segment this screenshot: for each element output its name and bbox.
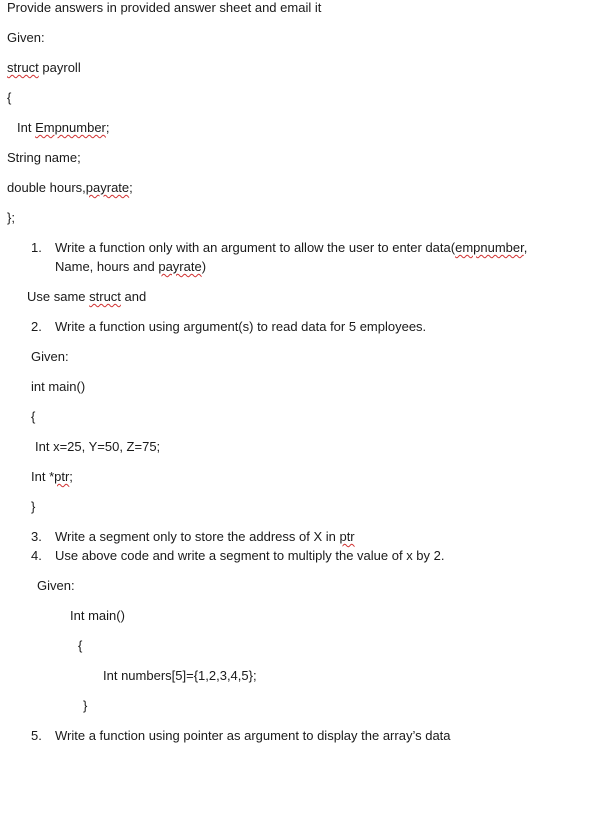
q1-line1-word: empnumber (455, 240, 524, 255)
field1-pre: Int (17, 120, 36, 135)
main2-header: Int main() (70, 608, 125, 623)
given-label-1: Given: (7, 30, 45, 45)
field1-post: ; (105, 120, 110, 135)
struct-header-keyword: struct (7, 60, 39, 75)
main1-open-brace: { (31, 409, 36, 424)
main1-pointer-decl (31, 469, 73, 485)
field3-pre: double hours, (7, 180, 86, 195)
use-same-struct (27, 289, 146, 305)
struct-header-post: payroll (38, 60, 81, 75)
struct-field-name: String name; (7, 150, 81, 165)
ptr-pre: Int * (31, 469, 55, 484)
struct-open-brace: { (7, 90, 12, 105)
q4-number: 4. (31, 548, 42, 563)
main1-close-brace: } (31, 499, 36, 514)
q4-text: Use above code and write a segment to multiply the value of x by 2. (55, 548, 445, 563)
main2-open-brace: { (78, 638, 83, 653)
use-same-word: struct (89, 289, 121, 304)
struct-header (7, 60, 81, 76)
ptr-post: ; (69, 469, 73, 484)
q1-line1-post: , (523, 240, 528, 255)
given-label-2: Given: (31, 349, 69, 364)
ptr-word: ptr (54, 469, 70, 484)
q1-line1-pre: Write a function only with an argument to allow the user to enter data( (55, 240, 456, 255)
use-same-post: and (120, 289, 147, 304)
main1-declaration: Int x=25, Y=50, Z=75; (35, 439, 161, 454)
q3-text-word: ptr (339, 529, 355, 544)
q1-line2-pre: Name, hours and (55, 259, 159, 274)
struct-field-hours (7, 180, 133, 196)
main2-declaration: Int numbers[5]={1,2,3,4,5}; (103, 668, 257, 683)
q1-number: 1. (31, 240, 42, 255)
field3-word: payrate (85, 180, 130, 195)
q3-number: 3. (31, 529, 42, 544)
struct-close-brace: }; (7, 210, 15, 225)
field1-word: Empnumber (35, 120, 106, 135)
field3-post: ; (129, 180, 133, 195)
q1-line-1 (55, 240, 527, 256)
q1-line2-post: ) (201, 259, 207, 274)
q1-line-2 (55, 259, 206, 275)
struct-field-empnumber (17, 120, 110, 136)
q1-line2-word: payrate (158, 259, 202, 274)
main2-close-brace: } (83, 698, 88, 713)
q2-text: Write a function using argument(s) to read data for 5 employees. (55, 319, 427, 334)
use-same-pre: Use same (27, 289, 90, 304)
given-label-3: Given: (37, 578, 75, 593)
q2-number: 2. (31, 319, 42, 334)
q5-text: Write a function using pointer as argument to display the array’s data (55, 728, 451, 743)
main1-header: int main() (31, 379, 86, 394)
q5-number: 5. (31, 728, 42, 743)
intro-text: Provide answers in provided answer sheet and email it (7, 0, 322, 15)
q3-text-pre: Write a segment only to store the address of X in (55, 529, 340, 544)
q3-text (55, 529, 355, 545)
